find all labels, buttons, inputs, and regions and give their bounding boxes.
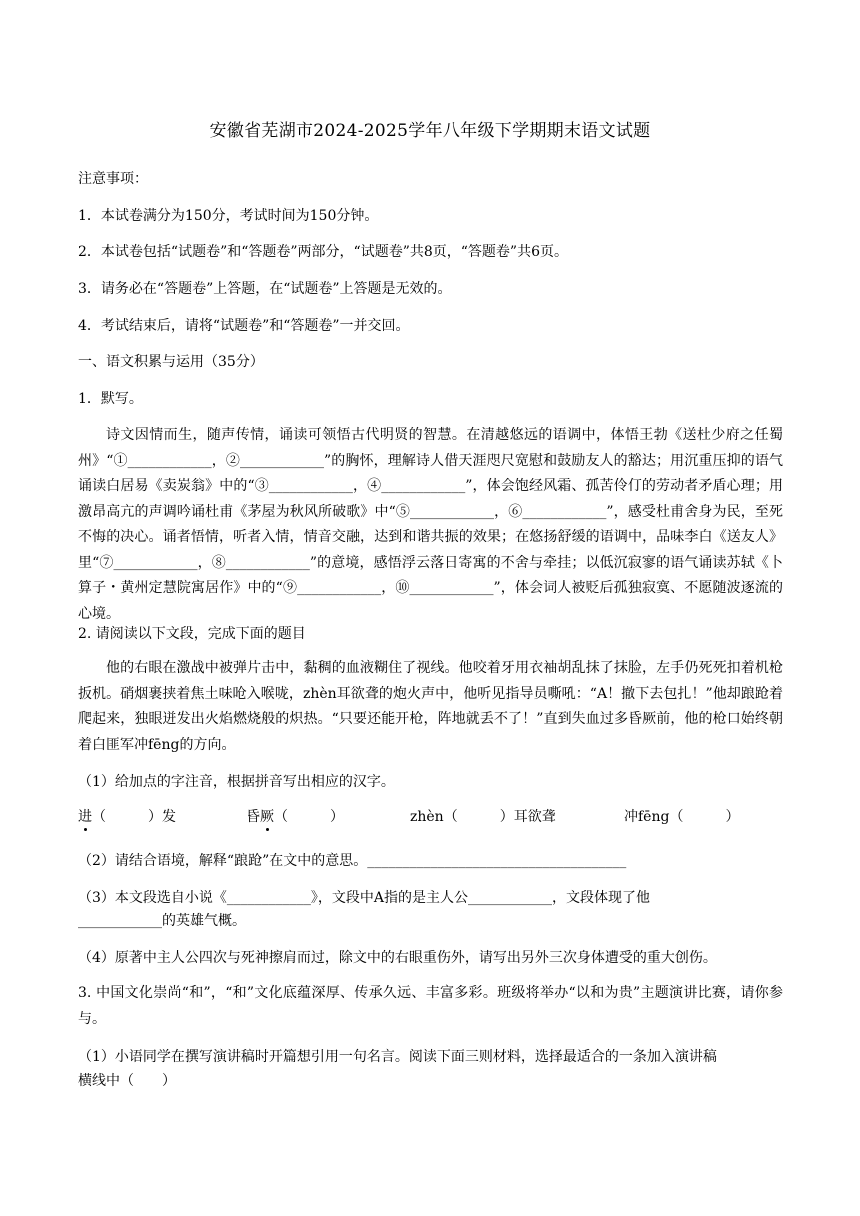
question-3-sub1-line2: 横线中（ ） [78, 1073, 176, 1089]
question-2-sub2: （2）请结合语境，解释“踉跄”在文中的意思。_____________________________________ [78, 853, 627, 869]
notice-heading: 注意事项： [78, 171, 148, 187]
pinyin-blank-3: zhèn（ ）耳欲聋 [410, 809, 556, 825]
notice-item-2: 2．本试卷包括“试题卷”和“答题卷”两部分，“试题卷”共8页，“答题卷”共6页。 [78, 244, 568, 260]
pinyin-blank-2 [246, 806, 344, 826]
question-2-sub4: （4）原著中主人公四次与死神擦肩而过，除文中的右眼重伤外，请写出另外三次身体遭受的重大创伤。 [78, 950, 717, 966]
question-1-text: 诗文因情而生，随声传情，诵读可领悟古代明贤的智慧。在清越悠远的语调中，体悟王勃《送杜少府之任蜀州》“①____________，②____________”的胸怀，理解诗人借天涯咫尺宽慰和鼓励友人的豁达；用沉重压抑的语气诵读白居易《卖炭翁》中的“③____________，④____________”，体会饱经风霜、孤苦伶仃的劳动者矛盾心理；用激昂高亢的声调吟诵杜甫《茅屋为秋风所破歌》中“⑤____________，⑥____________”，感受杜甫舍身为民，至死不悔的决心。诵者悟情，听者入情，情音交融，达到和谐共振的效果；在悠扬舒缓的语调中，品味李白《送友人》里“⑦____________，⑧____________”的意境，感悟浮云落日寄寓的不舍与牵挂；以低沉寂寥的语气诵读苏轼《卜算子・黄州定慧院寓居作》中的“⑨____________，⑩____________”，体会词人被贬后孤独寂寞、不愿随波逐流的心境。 [78, 427, 783, 622]
section-heading: 一、语文积累与运用（35分） [78, 354, 264, 370]
blank-2-rest: （ ） [274, 809, 344, 825]
pinyin-blank-4: 冲fēng（ ） [624, 809, 740, 825]
blank-2-prefix: 昏 [246, 809, 260, 825]
question-2-sub3-line1: （3）本文段选自小说《____________》，文段中A指的是主人公____________，文段体现了他 [78, 890, 651, 906]
question-2-sub3-line2: ____________的英雄气概。 [78, 913, 246, 929]
question-1-label: 1．默写。 [78, 391, 143, 407]
dotted-char: 进 [78, 806, 92, 826]
question-2-sub1: （1）给加点的字注音，根据拼音写出相应的汉字。 [78, 774, 395, 790]
dotted-char: 厥 [260, 806, 274, 826]
question-2-passage: 他的右眼在激战中被弹片击中，黏稠的血液糊住了视线。他咬着牙用衣袖胡乱抹了抹脸，左手仍死死扣着机枪扳机。硝烟裹挟着焦土味呛入喉咙，zhèn耳欲聋的炮火声中，他听见指导员嘶吼：“A！撤下去包扎！”他却踉跄着爬起来，独眼迸发出火焰燃烧般的炽热。“只要还能开枪，阵地就丢不了！”直到失血过多昏厥前，他的枪口始终朝着白匪军冲fēng的方向。 [78, 660, 783, 753]
question-3-sub1-line1: （1）小语同学在撰写演讲稿时开篇想引用一句名言。阅读下面三则材料，选择最适合的一条加入演讲稿 [78, 1049, 717, 1065]
notice-item-4: 4．考试结束后，请将“试题卷”和“答题卷”一并交回。 [78, 318, 410, 334]
page-title: 安徽省芜湖市2024-2025学年八年级下学期期末语文试题 [209, 121, 651, 141]
blank-1-rest: （ ）发 [92, 809, 176, 825]
question-3-text: 3. 中国文化崇尚“和”，“和”文化底蕴深厚、传承久远、丰富多彩。班级将举办“以和为贵”主题演讲比赛，请你参与。 [78, 985, 783, 1027]
notice-item-1: 1．本试卷满分为150分，考试时间为150分钟。 [78, 208, 379, 224]
notice-item-3: 3．请务必在“答题卷”上答题，在“试题卷”上答题是无效的。 [78, 281, 452, 297]
pinyin-blank-1 [78, 806, 176, 826]
question-2-label: 2. 请阅读以下文段，完成下面的题目 [78, 626, 306, 642]
